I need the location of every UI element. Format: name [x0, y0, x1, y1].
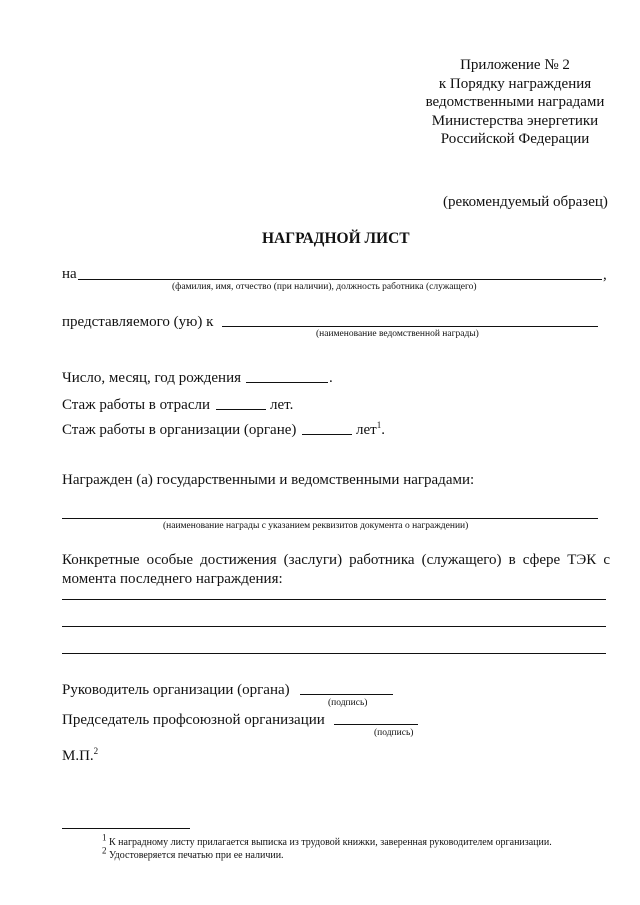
awarded-label: Награжден (а) государственными и ведомственными наградами:	[62, 472, 475, 488]
achievements-text: Конкретные особые достижения (заслуги) работника (служащего) в сфере ТЭК с момента последнего награждения:	[62, 552, 610, 587]
appendix-line-2: к Порядку награждения	[438, 75, 592, 92]
sample-note: (рекомендуемый образец)	[443, 194, 608, 210]
footnote-1	[102, 832, 552, 849]
footnote-2-mark: 2	[102, 845, 107, 856]
achievements-line-3[interactable]	[62, 653, 606, 654]
footnote-2-text: Удостоверяется печатью при ее наличии.	[109, 850, 284, 861]
union-label: Председатель профсоюзной организации	[62, 712, 325, 728]
head-signature-caption: (подпись)	[328, 698, 368, 708]
footnote-ref-1: 1	[376, 420, 382, 430]
appendix-line-1: Приложение № 2	[460, 57, 570, 73]
industry-exp-label: Стаж работы в отрасли	[62, 397, 210, 413]
industry-exp-unit: лет.	[270, 397, 294, 413]
org-exp-unit	[356, 421, 385, 439]
presented-label: представляемого (ую) к	[62, 314, 214, 330]
org-exp-unit-text: лет	[356, 422, 377, 438]
org-exp-line[interactable]	[302, 434, 352, 435]
union-signature-caption: (подпись)	[374, 728, 414, 738]
appendix-header	[405, 56, 625, 149]
industry-exp-line[interactable]	[216, 409, 266, 410]
on-trailing-comma: ,	[603, 267, 607, 283]
head-label: Руководитель организации (органа)	[62, 682, 290, 698]
awards-line[interactable]	[62, 518, 598, 519]
award-caption: (наименование ведомственной награды)	[316, 329, 479, 339]
awards-caption: (наименование награды с указанием реквизитов документа о награждении)	[163, 521, 469, 531]
achievements-line-1[interactable]	[62, 599, 606, 600]
document-title: НАГРАДНОЙ ЛИСТ	[262, 230, 410, 247]
stamp-text: М.П.	[62, 748, 94, 764]
footnote-ref-2: 2	[93, 746, 99, 756]
org-exp-label: Стаж работы в организации (органе)	[62, 422, 297, 438]
footnote-separator	[62, 828, 190, 829]
recipient-name-line[interactable]	[78, 279, 602, 280]
achievements-line-2[interactable]	[62, 626, 606, 627]
appendix-line-4: Министерства энергетики	[431, 112, 599, 129]
union-signature-line[interactable]	[334, 724, 418, 725]
appendix-line-3: ведомственными наградами	[425, 94, 605, 110]
org-exp-trailing: .	[381, 422, 385, 438]
footnote-1-text: К наградному листу прилагается выписка из трудовой книжки, заверенная руководителем организации.	[109, 837, 552, 848]
birth-date-line[interactable]	[246, 382, 328, 383]
award-name-line[interactable]	[222, 326, 598, 327]
recipient-caption: (фамилия, имя, отчество (при наличии), должность работника (служащего)	[172, 282, 477, 292]
appendix-line-5: Российской Федерации	[440, 131, 590, 147]
head-signature-line[interactable]	[300, 694, 393, 695]
birth-trailing: .	[329, 370, 333, 386]
birth-label: Число, месяц, год рождения	[62, 370, 241, 386]
on-label: на	[62, 266, 77, 282]
stamp-label	[62, 747, 98, 765]
footnote-1-mark: 1	[102, 832, 107, 843]
footnote-2	[102, 845, 284, 862]
